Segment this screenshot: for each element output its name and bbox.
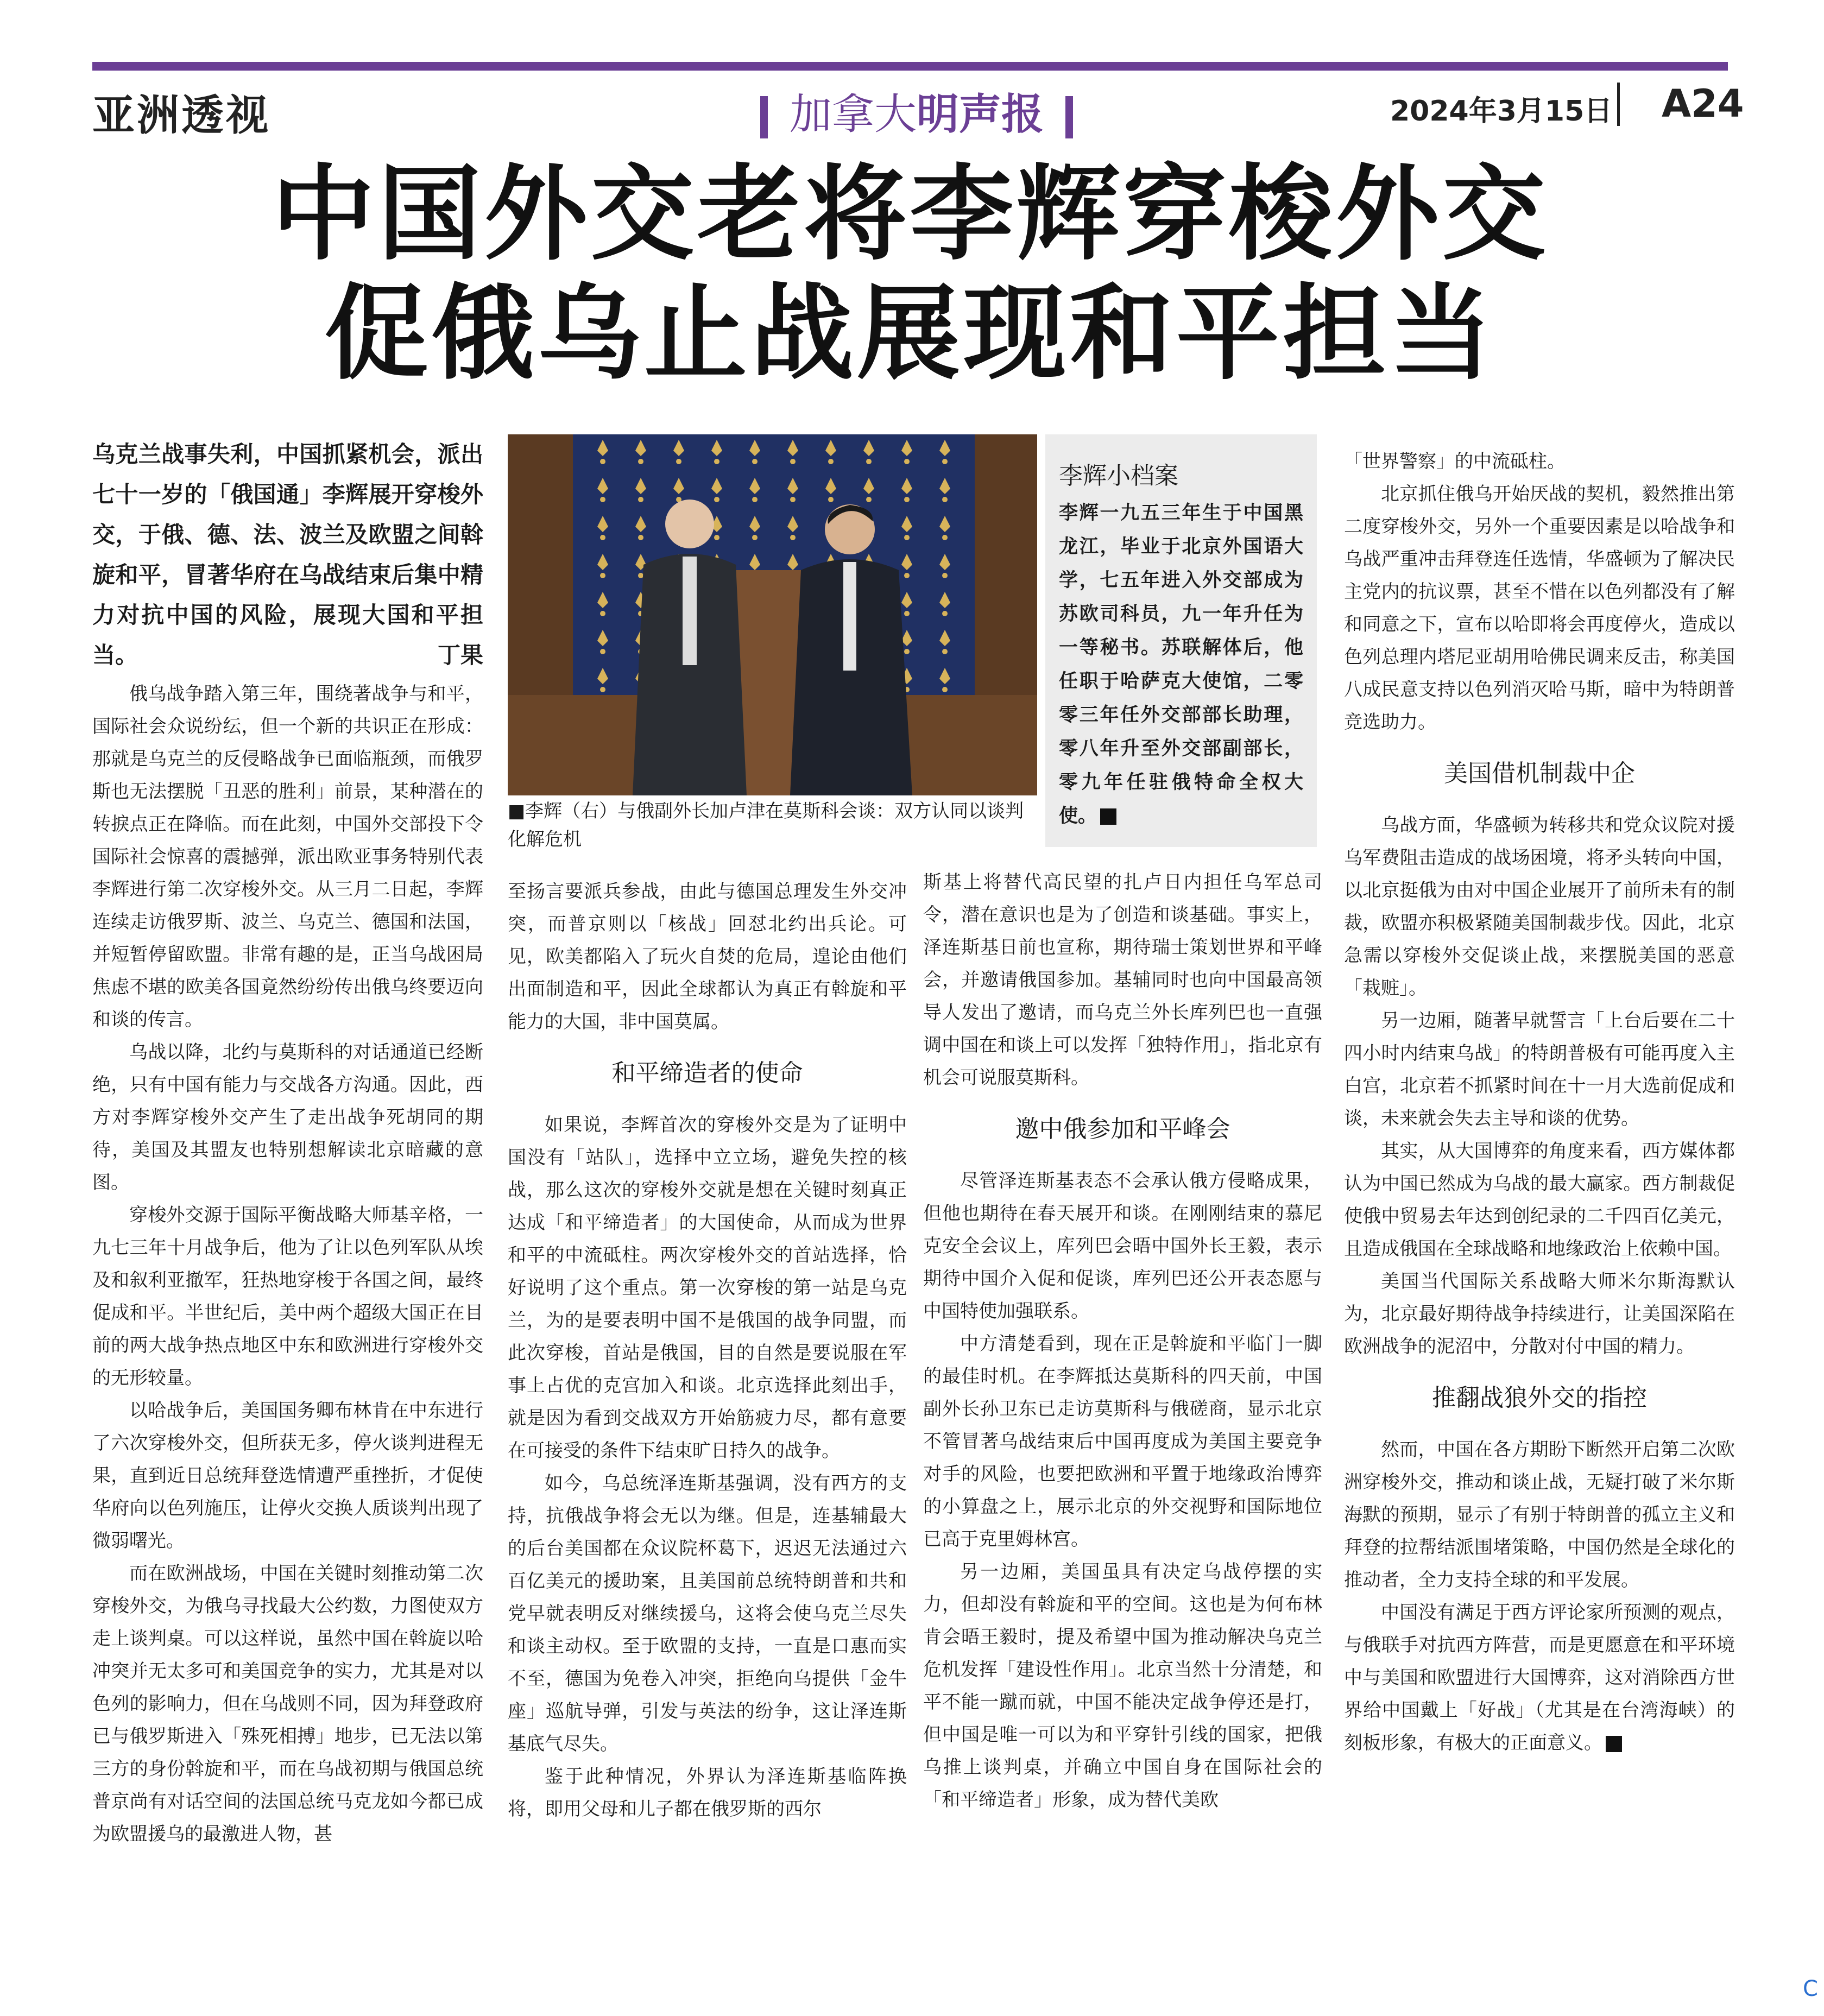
byline: 丁果 <box>437 642 483 668</box>
article-column-4 <box>1344 445 1735 1759</box>
lead-paragraph <box>92 434 483 675</box>
section-title: 亚洲透视 <box>92 91 271 140</box>
paragraph: 美国当代国际关系战略大师米尔斯海默认为，北京最好期待战争持续进行，让美国深陷在欧洲战争的泥沼中，分散对付中国的精力。 <box>1344 1271 1735 1357</box>
profile-title: 李辉小档案 <box>1059 462 1178 490</box>
page-number: A24 <box>1662 81 1744 126</box>
paragraph: 穿梭外交源于国际平衡战略大师基辛格，一九七三年十月战争后，他为了让以色列军队从埃及和叙利亚撤军，狂热地穿梭于各国之间，最终促成和平。半世纪后，美中两个超级大国正在目前的两大战争热点地区中东和欧洲进行穿梭外交的无形较量。 <box>92 1204 483 1389</box>
paragraph: 中方清楚看到，现在正是斡旋和平临门一脚的最佳时机。在李辉抵达莫斯科的四天前，中国副外长孙卫东已走访莫斯科与俄磋商，显示北京不管冒著乌战结束后中国再度成为美国主要竞争对手的风险，也要把欧洲和平置于地缘政治博弈的小算盘之上，展示北京的外交视野和国际地位已高于克里姆林宫。 <box>923 1333 1322 1550</box>
paragraph: 另一边厢，美国虽具有决定乌战停摆的实力，但却没有斡旋和平的空间。这也是为何布林肯会晤王毅时，提及希望中国为推动解决乌克兰危机发挥「建设性作用」。北京当然十分清楚，和平不能一蹴而就，中国不能决定战争停还是打，但中国是唯一可以为和平穿针引线的国家，把俄乌推上谈判桌，并确立中国自身在国际社会的「和平缔造者」形象，成为替代美欧 <box>923 1561 1322 1811</box>
paragraph-text: 中国没有满足于西方评论家所预测的观点，与俄联手对抗西方阵营，而是更愿意在和平环境中与美国和欧盟进行大国博弈，这对消除西方世界给中国戴上「好战」（尤其是在台湾海峡）的刻板形象，有极大的正面意义。 <box>1344 1602 1735 1754</box>
article-column-1 <box>92 678 483 1850</box>
photo-illustration <box>508 434 1037 795</box>
subheading: 美国借机制裁中企 <box>1444 760 1635 787</box>
masthead-separator <box>1617 83 1620 126</box>
paragraph: 「世界警察」的中流砥柱。 <box>1344 451 1566 472</box>
brand-bar-right <box>1065 96 1073 138</box>
paragraph: 俄乌战争踏入第三年，围绕著战争与和平，国际社会众说纷纭，但一个新的共识正在形成：那就是乌克兰的反侵略战争已面临瓶颈，而俄罗斯也无法摆脱「丑恶的胜利」前景，某种潜在的转捩点正在降临。而在此刻，中国外交部投下令国际社会惊喜的震撼弹，派出欧亚事务特别代表李辉进行第二次穿梭外交。从三月二日起，李辉连续走访俄罗斯、波兰、乌克兰、德国和法国，并短暂停留欧盟。非常有趣的是，正当乌战困局焦虑不堪的欧美各国竟然纷纷传出俄乌终要迈向和谈的传言。 <box>92 683 483 1031</box>
paragraph: 其实，从大国博弈的角度来看，西方媒体都认为中国已然成为乌战的最大赢家。西方制裁促使俄中贸易去年达到创纪录的二千四百亿美元，且造成俄国在全球战略和地缘政治上依赖中国。 <box>1344 1140 1735 1260</box>
newspaper-brand <box>739 80 1095 141</box>
profile-text: 李辉一九五三年生于中国黑龙江，毕业于北京外国语大学，七五年进入外交部成为苏欧司科员，九一年升任为一等秘书。苏联解体后，他任职于哈萨克大使馆，二零零三年任外交部部长助理，零八年升至外交部副部长，零九年任驻俄特命全权大使。 <box>1059 502 1303 827</box>
paragraph: 尽管泽连斯基表态不会承认俄方侵略成果，但他也期待在春天展开和谈。在刚刚结束的慕尼克安全会议上，库列巴会晤中国外长王毅，表示期待中国介入促和促谈，库列巴还公开表态愿与中国特使加强联系。 <box>923 1170 1322 1322</box>
brand-bar-left <box>760 96 768 138</box>
subheading: 推翻战狼外交的指控 <box>1432 1384 1647 1412</box>
profile-box <box>1045 434 1317 847</box>
article-column-3 <box>923 866 1322 1816</box>
end-mark-icon <box>1100 808 1116 825</box>
paragraph: 鉴于此种情况，外界认为泽连斯基临阵换将，即用父母和儿子都在俄罗斯的西尔 <box>508 1766 907 1820</box>
paragraph: 而在欧洲战场，中国在关键时刻推动第二次穿梭外交，为俄乌寻找最大公约数，力图使双方走上谈判桌。可以这样说，虽然中国在斡旋以哈冲突并无太多可和美国竞争的实力，尤其是对以色列的影响力，但在乌战则不同，因为拜登政府已与俄罗斯进入「殊死相搏」地步，已无法以第三方的身份斡旋和平，而在乌战初期与俄国总统普京尚有对话空间的法国总统马克龙如今都已成为欧盟援乌的最激进人物，甚 <box>92 1563 483 1845</box>
brand-prefix: 加拿大 <box>790 90 917 139</box>
top-accent-bar <box>92 62 1728 71</box>
issue-date: 2024年3月15日 <box>1390 95 1613 128</box>
lead-text: 乌克兰战事失利，中国抓紧机会，派出七十一岁的「俄国通」李辉展开穿梭外交，于俄、德、法、波兰及欧盟之间斡旋和平，冒著华府在乌战结束后集中精力对抗中国的风险，展现大国和平担当。 <box>92 441 483 668</box>
paragraph <box>1344 1596 1735 1759</box>
paragraph: 另一边厢，随著早就誓言「上台后要在二十四小时内结束乌战」的特朗普极有可能再度入主白宫，北京若不抓紧时间在十一月大选前促成和谈，未来就会失去主导和谈的优势。 <box>1344 1010 1735 1129</box>
paragraph: 斯基上将替代高民望的扎卢日内担任乌军总司令，潜在意识也是为了创造和谈基础。事实上，泽连斯基日前也宣称，期待瑞士策划世界和平峰会，并邀请俄国参加。基辅同时也向中国最高领导人发出了邀请，而乌克兰外长库列巴也一直强调中国在和谈上可以发挥「独特作用」，指北京有机会可说服莫斯科。 <box>923 871 1322 1089</box>
article-photo <box>508 434 1037 795</box>
paragraph: 以哈战争后，美国国务卿布林肯在中东进行了六次穿梭外交，但所获无多，停火谈判进程无果，直到近日总统拜登选情遭严重挫折，才促使华府向以色列施压，让停火交换人质谈判出现了微弱曙光。 <box>92 1400 483 1552</box>
photo-caption: ■李辉（右）与俄副外长加卢津在莫斯科会谈：双方认同以谈判化解危机 <box>508 800 1024 850</box>
profile-text-wrap <box>1059 496 1303 833</box>
headline-line-1: 中国外交老将李辉穿梭外交 <box>271 154 1549 274</box>
article-column-2 <box>508 875 907 1825</box>
paragraph: 如今，乌总统泽连斯基强调，没有西方的支持，抗俄战争将会无以为继。但是，连基辅最大的后台美国都在众议院杯葛下，迟迟无法通过六百亿美元的援助案，且美国前总统特朗普和共和党早就表明反对继续援乌，这将会使乌克兰尽失和谈主动权。至于欧盟的支持，一直是口惠而实不至，德国为免卷入冲突，拒绝向乌提供「金牛座」巡航导弹，引发与英法的纷争，这让泽连斯基底气尽失。 <box>508 1472 907 1755</box>
brand-name: 明声报 <box>917 90 1044 139</box>
paragraph: 如果说，李辉首次的穿梭外交是为了证明中国没有「站队」，选择中立立场，避免失控的核战，那么这次的穿梭外交就是想在关键时刻真正达成「和平缔造者」的大国使命，从而成为世界和平的中流砥柱。两次穿梭外交的首站选择，恰好说明了这个重点。第一次穿梭的第一站是乌克兰，为的是要表明中国不是俄国的战争同盟，而此次穿梭，首站是俄国，目的自然是要说服在军事上占优的克宫加入和谈。北京选择此刻出手，就是因为看到交战双方开始筋疲力尽，都有意要在可接受的条件下结束旷日持久的战争。 <box>508 1114 907 1462</box>
end-mark-icon <box>1606 1736 1622 1752</box>
paragraph: 北京抓住俄乌开始厌战的契机，毅然推出第二度穿梭外交，另外一个重要因素是以哈战争和乌战严重冲击拜登连任选情，华盛顿为了解决民主党内的抗议票，甚至不惜在以色列都没有了解和同意之下，宣布以哈即将会再度停火，造成以色列总理内塔尼亚胡用哈佛民调来反击，称美国八成民意支持以色列消灭哈马斯，暗中为特朗普竞选助力。 <box>1344 483 1735 733</box>
paragraph: 至扬言要派兵参战，由此与德国总理发生外交冲突，而普京则以「核战」回怼北约出兵论。可见，欧美都陷入了玩火自焚的危局，遑论由他们出面制造和平，因此全球都认为真正有斡旋和平能力的大国，非中国莫属。 <box>508 881 907 1033</box>
subheading: 邀中俄参加和平峰会 <box>1015 1115 1230 1143</box>
corner-mark: C <box>1803 1976 1818 2001</box>
subheading: 和平缔造者的使命 <box>611 1059 803 1087</box>
paragraph: 然而，中国在各方期盼下断然开启第二次欧洲穿梭外交，推动和谈止战，无疑打破了米尔斯海默的预期，显示了有别于特朗普的孤立主义和拜登的拉帮结派围堵策略，中国仍然是全球化的推动者，全力支持全球的和平发展。 <box>1344 1439 1735 1591</box>
paragraph: 乌战以降，北约与莫斯科的对话通道已经断绝，只有中国有能力与交战各方沟通。因此，西方对李辉穿梭外交产生了走出战争死胡同的期待，美国及其盟友也特别想解读北京暗藏的意图。 <box>92 1041 483 1193</box>
paragraph: 乌战方面，华盛顿为转移共和党众议院对援乌军费阻击造成的战场困境，将矛头转向中国，以北京挺俄为由对中国企业展开了前所未有的制裁，欧盟亦积极紧随美国制裁步伐。因此，北京急需以穿梭外交促谈止战，来摆脱美国的恶意「栽赃」。 <box>1344 814 1735 999</box>
headline-line-2: 促俄乌止战展现和平担当 <box>324 274 1495 394</box>
